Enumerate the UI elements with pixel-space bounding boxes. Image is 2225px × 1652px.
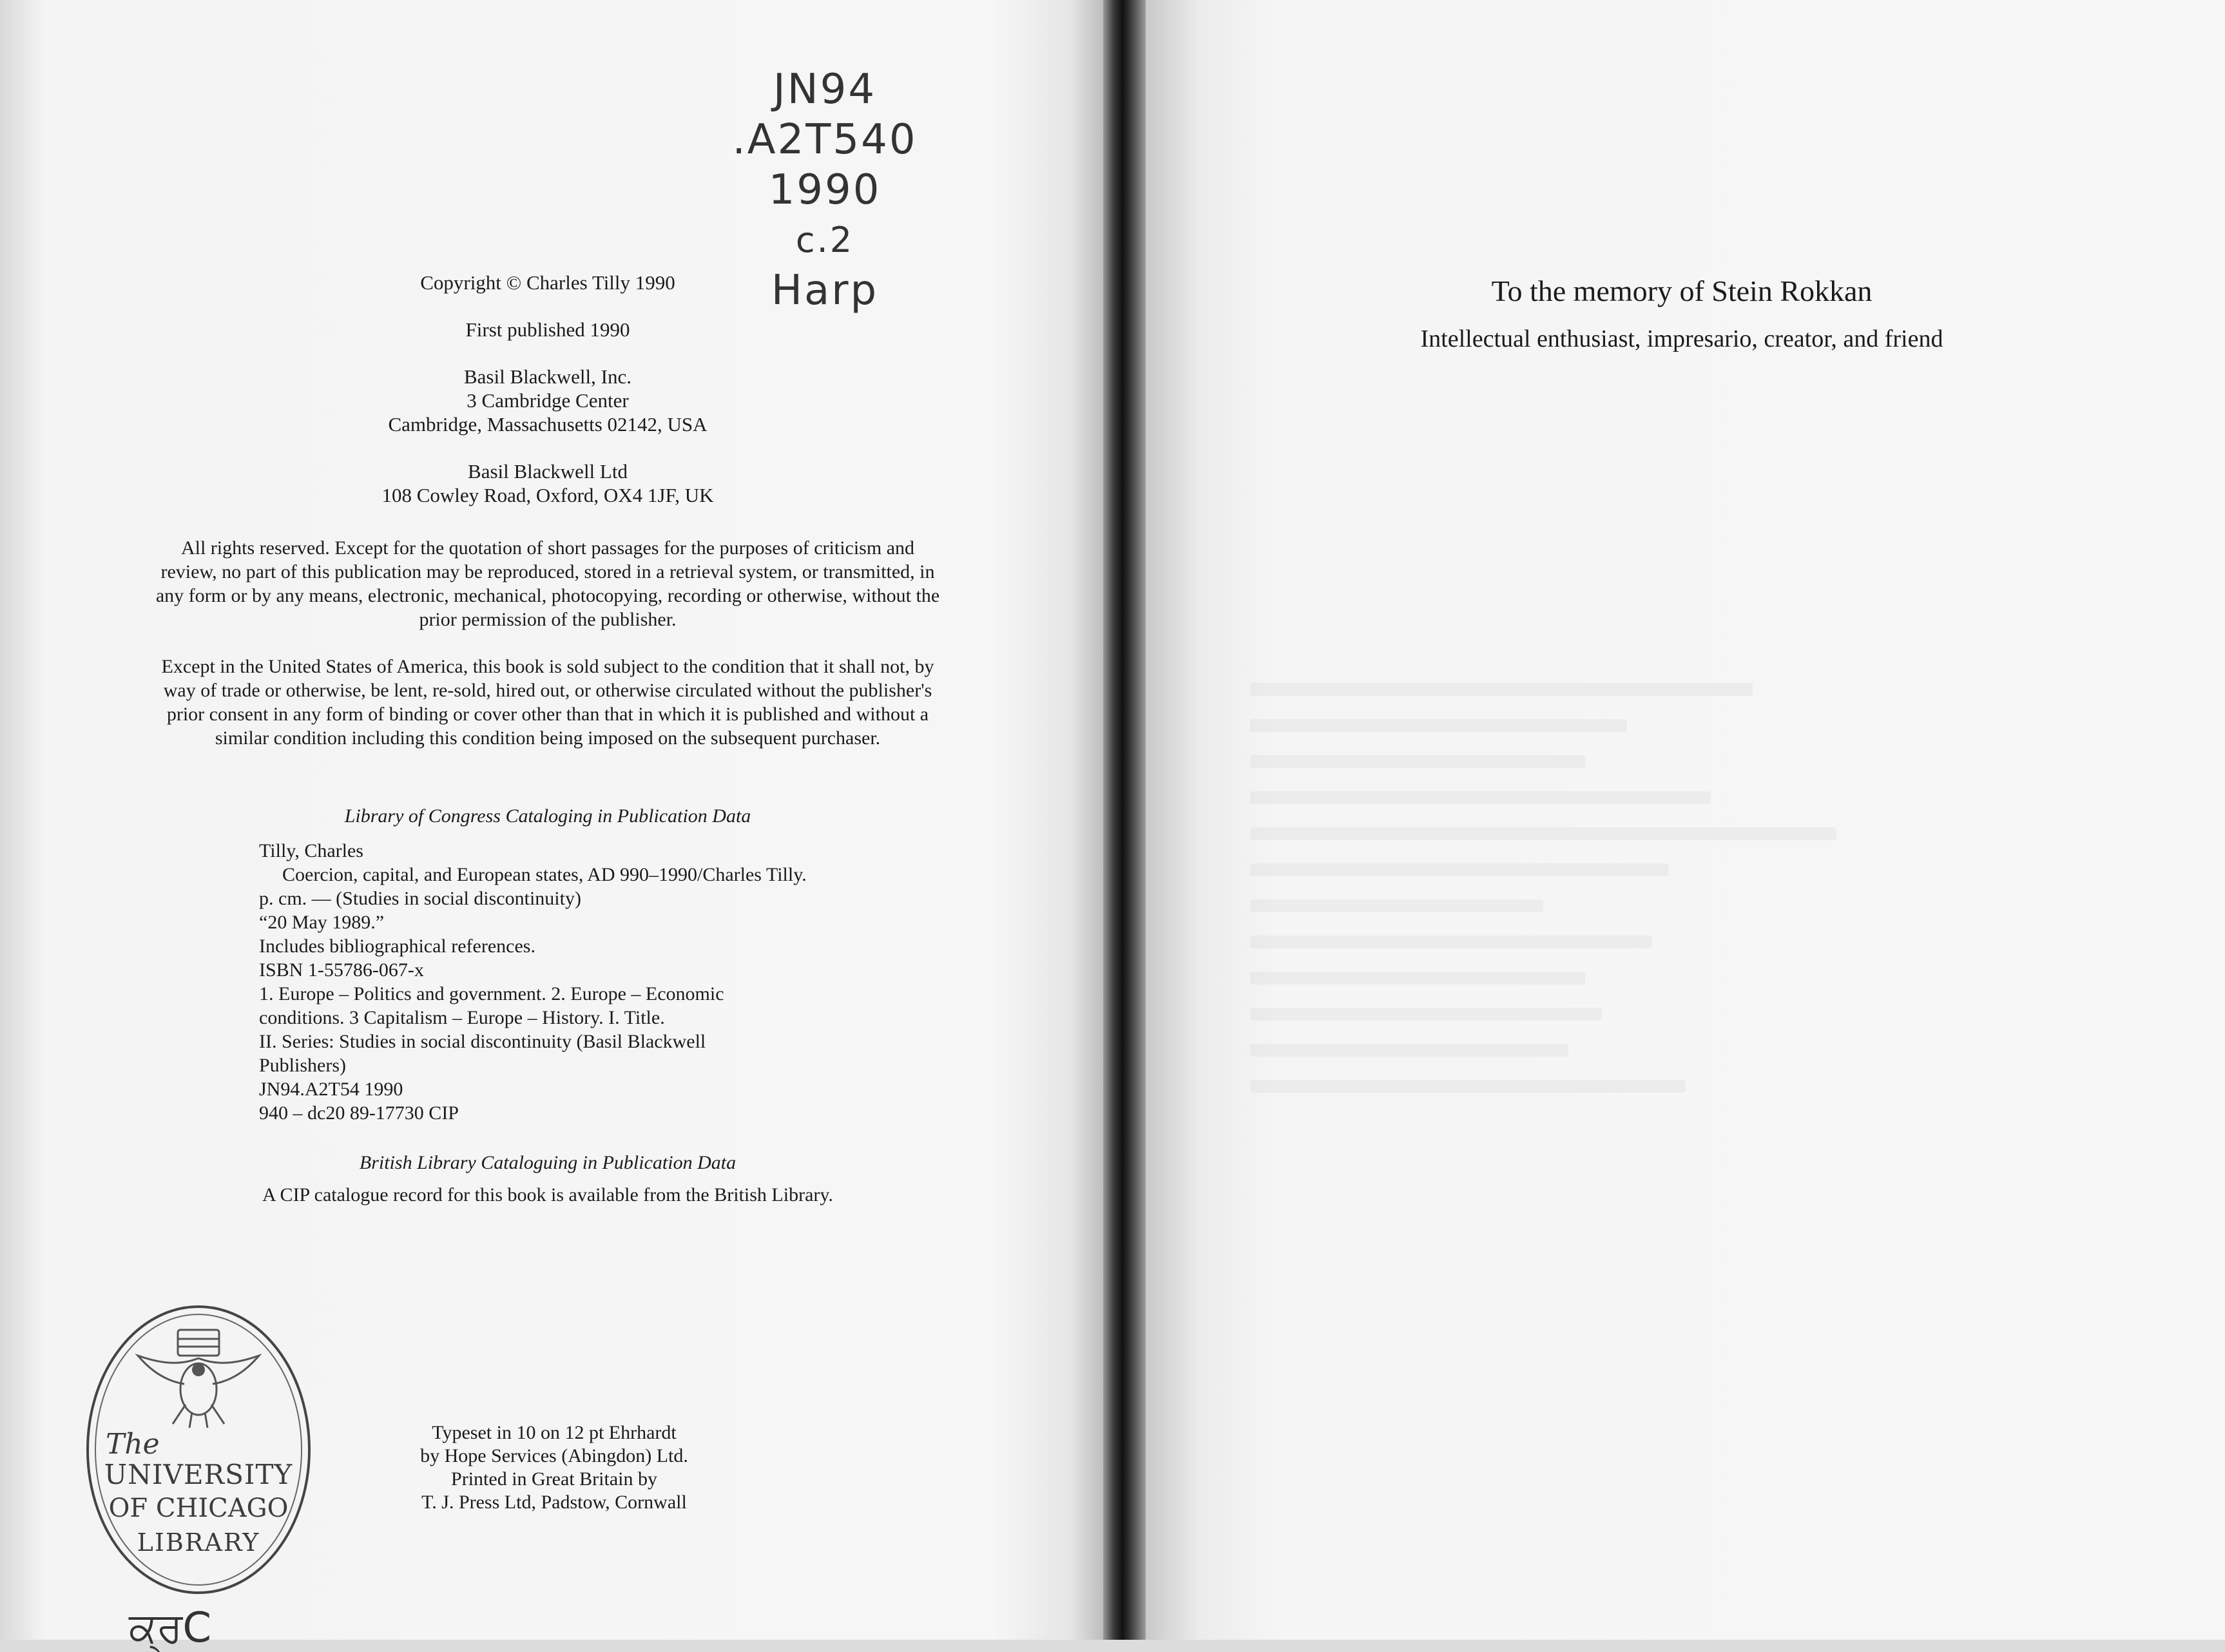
call-number-line: c.2: [795, 220, 854, 260]
cip-line: p. cm. — (Studies in social discontinuity): [259, 888, 581, 909]
typeset-block: [361, 1421, 747, 1514]
cip-line: 1. Europe – Politics and government. 2. Europe – Economic: [259, 983, 724, 1004]
cip-line: II. Series: Studies in social discontinuity (Basil Blackwell: [259, 1031, 706, 1052]
first-published: First published 1990: [465, 318, 630, 341]
cip-line: Publishers): [259, 1055, 346, 1076]
call-number-line: Harp: [771, 267, 879, 314]
show-through-lines: [1250, 683, 2088, 1521]
publisher-uk-line: Basil Blackwell Ltd: [468, 460, 628, 483]
loc-cip-heading: Library of Congress Cataloging in Publication Data: [344, 805, 751, 827]
typeset-line: T. J. Press Ltd, Padstow, Cornwall: [421, 1492, 687, 1513]
stamp-the: The: [106, 1428, 160, 1461]
rights-reserved-paragraph: All rights reserved. Except for the quotation of short passages for the purposes of criticism and review, no part of this publication may be reproduced, stored in a retrieval system, or transmitted, in any form or by any means, electronic, mechanical, photocopying, recording or otherwise, without the prior permission of the publisher.: [155, 537, 940, 630]
publisher-uk: [361, 459, 735, 507]
call-number-line: 1990: [768, 166, 881, 214]
typeset-line: by Hope Services (Abingdon) Ltd.: [420, 1445, 688, 1466]
handwritten-call-number: [702, 64, 947, 316]
library-stamp: [82, 1301, 314, 1598]
sale-condition-paragraph: Except in the United States of America, this book is sold subject to the condition that it shall not, by way of trade or otherwise, be lent, re-sold, hired out, or otherwise circulated without the publisher's prior consent in any form of binding or cover other than that in which it is published and without a similar condition including this condition being imposed on the subsequent purchaser.: [161, 656, 934, 749]
cip-line: 940 – dc20 89-17730 CIP: [259, 1102, 459, 1124]
cip-line: JN94.A2T54 1990: [259, 1079, 403, 1100]
cip-line: Includes bibliographical references.: [259, 936, 535, 957]
cip-line: ISBN 1-55786-067-x: [259, 959, 424, 981]
call-number-line: .A2T540: [732, 116, 918, 164]
typeset-line: Printed in Great Britain by: [451, 1468, 657, 1490]
loc-cip-record: [259, 839, 916, 1125]
typeset-line: Typeset in 10 on 12 pt Ehrhardt: [432, 1422, 677, 1443]
book-gutter: [1103, 0, 1146, 1640]
cip-line: “20 May 1989.”: [259, 912, 385, 933]
cip-line: conditions. 3 Capitalism – Europe – History. I. Title.: [259, 1007, 665, 1028]
cip-line: Coercion, capital, and European states, AD 990–1990/Charles Tilly.: [282, 864, 807, 885]
rights-block: [155, 536, 941, 773]
dedication-subtitle: Intellectual enthusiast, impresario, creator, and friend: [1420, 325, 1943, 352]
stamp-library: LIBRARY: [137, 1528, 260, 1557]
call-number-line: JN94: [773, 66, 877, 113]
stamp-university: UNIVERSITY: [104, 1459, 293, 1490]
handwritten-scribble: ਕ੍ਰC: [129, 1604, 212, 1652]
bl-cip-line: A CIP catalogue record for this book is available from the British Library.: [262, 1184, 833, 1205]
publisher-us-line: Basil Blackwell, Inc.: [464, 365, 631, 388]
publisher-us: [361, 365, 735, 436]
publisher-uk-line: 108 Cowley Road, Oxford, OX4 1JF, UK: [381, 484, 714, 506]
copyright-block: [361, 271, 735, 530]
bl-cip-heading: British Library Cataloguing in Publication Data: [359, 1152, 737, 1173]
cip-line: Tilly, Charles: [259, 840, 363, 861]
stamp-of-chicago: OF CHICAGO: [108, 1494, 289, 1523]
dedication-title: To the memory of Stein Rokkan: [1491, 274, 1873, 307]
publisher-us-line: Cambridge, Massachusetts 02142, USA: [388, 413, 708, 436]
copyright-line: Copyright © Charles Tilly 1990: [420, 271, 675, 294]
publisher-us-line: 3 Cambridge Center: [467, 389, 629, 412]
